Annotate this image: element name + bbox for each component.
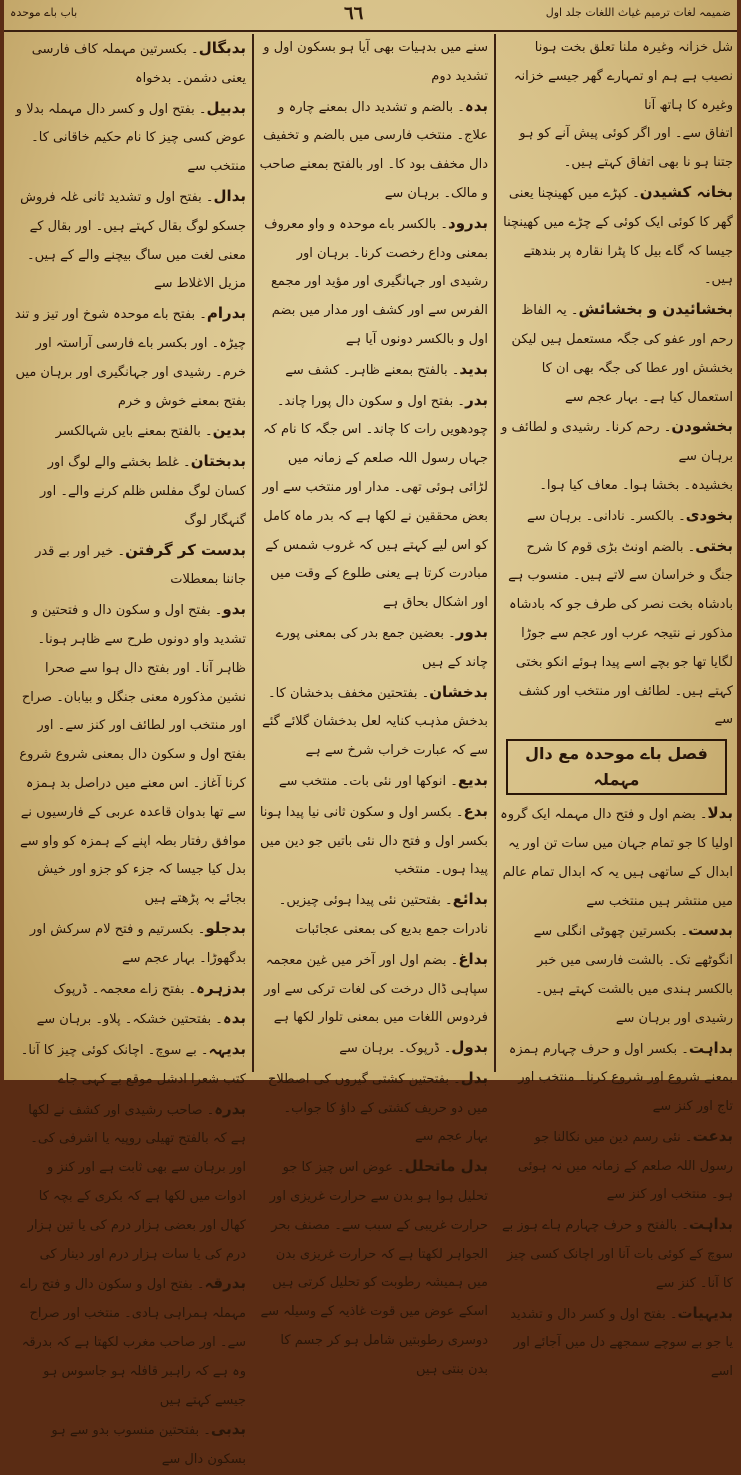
dictionary-entry — [14, 1095, 246, 1270]
dictionary-entry — [258, 34, 488, 92]
entry-definition: ۔ بفتحتین مخفف بدخشان کا۔ بدخش مذہب کنایہ لعل بدخشان گلائے گئے سے کہ عبارت خراب شرخ سے ہے — [262, 685, 488, 759]
dictionary-entry — [258, 618, 488, 678]
entry-headword: بداہت — [688, 1038, 733, 1057]
entry-definition: ۔ انوکھا اور نئی بات۔ منتخب سے — [278, 773, 458, 789]
entry-headword: بدیہہ — [208, 1040, 246, 1059]
dictionary-entry — [500, 501, 733, 532]
dictionary-entry — [500, 34, 733, 120]
entry-definition: ۔ بضم اول اور آخر میں غین معجمہ سپاہی ڈال درخت کی لغات ترکی سے اور فردوس اللغات میں بمعنی تلوار لکھا ہے — [264, 952, 488, 1026]
entry-headword: بدول — [451, 1038, 488, 1057]
entry-headword: بخشائیدن و بخشائش — [578, 300, 733, 319]
column-right-entries — [500, 34, 733, 735]
entry-headword: بدرقہ — [204, 1274, 246, 1293]
entry-headword: بدجلو — [205, 918, 246, 937]
dictionary-entry — [258, 678, 488, 766]
entry-definition: اتفاق سے۔ اور اگر کوئی پیش آنے کو ہو جتنا ہو نا بھی اتفاق کہتے ہیں۔ — [519, 126, 733, 171]
entry-definition: ۔ بعضین جمع بدر کی بمعنی پورے چاند کے ہیں — [275, 625, 488, 670]
entry-headword: بدخشان — [429, 682, 488, 701]
dictionary-entry — [14, 94, 246, 182]
entry-headword: بدست — [688, 921, 733, 940]
running-head-left: باب باے موحدہ — [10, 6, 78, 19]
entry-headword: بداغ — [458, 949, 488, 968]
entry-headword: بدبختان — [190, 452, 246, 471]
entry-definition: ۔ بالکسر باے موحدہ و واو معروف بمعنی وداع رخصت کرنا۔ برہان اور رشیدی اور جہانگیری اور مؤید اور مجمع الفرس سے اور کشف اور مدار میں بضم اول و بالکسر دونوں آیا ہے — [264, 216, 488, 347]
entry-definition: ۔ نئی رسم دین میں نکالنا جو رسول اللہ صلعم کے زمانہ میں نہ ہوئی ہو۔ منتخب اور کنز سے — [517, 1129, 733, 1203]
dictionary-entry — [14, 1415, 246, 1475]
section-heading: فصل باے موحدہ مع دال مہملہ — [506, 739, 727, 795]
entry-headword: بدبگال — [198, 39, 246, 57]
column-left-entries — [14, 34, 246, 1475]
dictionary-entry — [14, 1269, 246, 1415]
entry-headword: بدہ — [464, 96, 488, 115]
dictionary-entry — [500, 120, 733, 178]
entry-definition: ۔ غلط بخشے والے لوگ اور کسان لوگ مفلس ظلم کرنے والے۔ اور گنہگار لوگ — [40, 455, 246, 528]
entry-headword: بدائع — [452, 890, 488, 909]
dictionary-entry — [500, 916, 733, 1033]
column-left — [10, 34, 250, 1468]
entry-definition: ۔ بکسرتین مہملہ کاف فارسی یعنی دشمن۔ بدخواہ — [31, 42, 246, 86]
entry-definition: ۔ بالضم و تشدید دال بمعنے چارہ و علاج۔ منتخب فارسی میں بالضم و تخفیف دال مخفف بود کا۔ اور بالفتح بمعنے صاحب و مالک۔ برہان سے — [259, 99, 488, 201]
dictionary-entry — [258, 1064, 488, 1152]
entry-definition: ۔ بفتح اول و کسر دال و تشدید یا جو بے سوچے سمجھے دل میں آجائے اور اسے — [510, 1306, 733, 1380]
entry-definition: ۔ بفتحتین کشتی گیروں کی اصطلاح میں دو حریف کشتی کے داؤ کا جواب۔ بہار عجم سے — [268, 1071, 488, 1145]
entry-definition: ۔ عوض اس چیز کا جو تحلیل ہوا ہو بدن سے حرارت غریزی اور حرارت غریبی کے سبب سے۔ مصنف بحر الجواہر لکھتا ہے کہ حرارت غریزی بدن میں ہمیشہ رطوبت کو تحلیل کرتی ہیں اسکے عوض میں قوت غاذیہ کے وسیلہ سے دوسری رطوبتیں شامل ہو کر جسم کا بدن بنتی ہیں — [260, 1160, 488, 1377]
entry-headword: بداہت — [688, 1215, 733, 1234]
entry-headword: بدرہ — [214, 1099, 246, 1118]
entry-definition: ۔ بفتحتین منسوب بدو سے ہو بسکون دال سے — [51, 1423, 246, 1468]
entry-headword: بدست کر گرفتن — [125, 540, 246, 559]
dictionary-entry — [500, 295, 733, 412]
entry-definition: ۔ بضم اول و فتح دال مہملہ ایک گروہ اولیا کا جو تمام جہان میں سات تن اور یہ ابدال کے ساتھی ہیں یہ کہ ابدال تمام عالم میں منتشر ہیں منتخب سے — [500, 807, 733, 909]
dictionary-entry — [500, 178, 733, 295]
entry-definition: شل خزانہ وغیرہ ملنا تعلق بخت ہونا نصیب ہے ہم او تمہارے گھر جیسے خزانہ وغیرہ کا ہاتھ آنا — [513, 40, 733, 113]
entry-headword: بخودی — [685, 505, 733, 524]
entry-definition: ۔ خیر اور بے قدر جاننا بمعطلات — [35, 543, 246, 588]
entry-definition: ۔ بالفتح و حرف چہارم ہاے ہوز بے سوچ کے کوئی بات آنا اور اچانک کسی چیز کا آنا۔ کنز سے — [501, 1218, 733, 1291]
book-page — [4, 0, 737, 1468]
column-right — [494, 34, 737, 1380]
entry-definition: ۔ بفتح اول و تشدید ثانی غلہ فروش جسکو لوگ بقال کہتے ہیں۔ اور بقال کے معنی لغت میں ساگ بیچنے والے کے ہیں۔ مزیل الاغلاط سے — [20, 189, 246, 292]
dictionary-entry — [500, 1210, 733, 1298]
dictionary-entry — [500, 1034, 733, 1122]
entry-headword: بدیع — [457, 770, 488, 789]
dictionary-entry — [500, 799, 733, 916]
entry-definition: ۔ بفتح اول و سکون دال و فتحتین و تشدید واو دونوں طرح سے ظاہر ہونا۔ ظاہر آنا۔ اور بفتح دال ہوا سے صحرا نشین مذکورہ معنی جنگل و بیابان۔ صراح اور منتخب اور لطائف اور کنز سے۔ اور بفتح اول و سکون دال بمعنی شروع شروع کرنا آغاز۔ اس معنے میں دراصل بد ہمزہ سے تھا بدوان قاعدہ عربی کے فارسیوں نے موافق رفتار بطہ اپنے کے ہمزہ کو واو سے بدل کیا جیسا کہ جزء کو جزو اور خیش بجائے بہ پڑھتے ہیں — [19, 603, 246, 907]
dictionary-entry — [258, 766, 488, 797]
dictionary-entry — [258, 355, 488, 386]
entry-definition: ۔ رحم کرنا۔ رشیدی و لطائف و برہان سے — [501, 420, 733, 465]
dictionary-entry — [14, 1004, 246, 1035]
entry-headword: بدبیل — [206, 98, 246, 117]
dictionary-entry — [258, 1033, 488, 1064]
dictionary-entry — [258, 386, 488, 618]
dictionary-entry — [258, 885, 488, 945]
entry-headword: بدیہیات — [677, 1303, 733, 1322]
dictionary-entry — [258, 92, 488, 209]
dictionary-entry — [14, 1035, 246, 1095]
entry-definition: ۔ بفتحتین نئی پیدا ہوئی چیزیں۔ نادرات جمع بدیع کی بمعنی عجائبات — [278, 893, 488, 937]
dictionary-entry — [500, 412, 733, 472]
dictionary-entry — [14, 914, 246, 974]
entry-definition: ۔ بالفتح بمعنے بایں شہالکسر — [55, 424, 213, 440]
entry-definition: سنے میں بدہیات بھی آیا ہو بسکون اول و تشدید دوم — [263, 40, 488, 84]
entry-headword: بخانہ کشیدن — [639, 182, 733, 201]
entry-definition: ۔ صاحب رشیدی اور کشف نے لکھا ہے کہ بالفتح تھیلی روپیہ یا اشرفی کی۔ اور برہان سے بھی ثابت ہے اور کنز و ادوات میں لکھا ہے کہ بکری کے بچہ کا کھال اور بعضی ہزار درم کی یا تین ہزار درم کی یا سات ہزار درم اور دینار کی — [27, 1102, 246, 1262]
column-middle — [252, 34, 492, 1377]
entry-definition: ۔ بالفتح بمعنے ظاہر۔ کشف سے — [285, 362, 460, 378]
dictionary-entry — [258, 797, 488, 885]
entry-definition: بخشیدہ۔ بخشا ہوا۔ معاف کیا ہوا۔ — [539, 477, 733, 493]
entry-definition: ۔ بفتح اول و سکون دال پورا چاند۔ چودھویں رات کا چاند۔ اس جگہ کا نام کہ جہاں رسول اللہ صلعم کے زمانہ میں لڑائی ہوئی تھی۔ مدار اور منتخب سے اور بعض محققین نے لکھا ہے کہ بدر ماہ کامل کو اس لیے کہتے ہیں کہ غروب شمس کے مبادرت کرتا ہے یعنی طلوع کے وقت میں اور اشکال بحاق ہے — [262, 393, 488, 611]
entry-headword: بدر — [465, 390, 488, 409]
entry-definition: ۔ بفتحتین خشکہ۔ پلاو۔ برہان سے — [36, 1012, 223, 1028]
entry-definition: ۔ یہ الفاظ رحم اور عفو کی جگہ مستعمل ہیں لیکن بخشش اور عطا کی جگہ بھی ان کا استعمال کیا ہے۔ بہار عجم سے — [511, 303, 733, 405]
entry-definition: ۔ بکسر اول و حرف چہارم ہمزہ بمعنے شروع اور شروع کرنا۔ منتخب اور تاج اور کنز سے — [508, 1041, 733, 1115]
page-number: ٦٦ — [344, 3, 364, 24]
entry-headword: بدل ماتحلل — [404, 1157, 488, 1176]
dictionary-entry — [14, 595, 246, 914]
entry-definition: ۔ بکسرتیم و فتح لام سرکش اور بدگھوڑا۔ بہار عجم سے — [29, 921, 246, 966]
dictionary-entry — [14, 34, 246, 94]
entry-definition: ۔ ڈرپوک۔ برہان سے — [339, 1041, 452, 1057]
entry-definition: ۔ بکسرتین چھوٹی انگلی سے انگوٹھے تک۔ بالشت فارسی میں خبر بالکسر ہندی میں بالشت کہتے ہیں۔ رشیدی اور برہان سے — [533, 924, 733, 1026]
entry-headword: بدع — [463, 801, 488, 820]
entry-headword: بدبی — [210, 1420, 246, 1439]
entry-headword: بدال — [213, 186, 246, 205]
entry-headword: بدعت — [692, 1126, 733, 1145]
column-middle-entries — [258, 34, 488, 1385]
column-right-entries-2 — [500, 799, 733, 1387]
dictionary-entry — [14, 182, 246, 299]
dictionary-entry — [500, 1122, 733, 1210]
dictionary-entry — [500, 1299, 733, 1387]
dictionary-entry — [258, 945, 488, 1033]
entry-definition: ۔ بفتح زاے معجمہ۔ ڈرپوک — [53, 981, 197, 997]
entry-headword: بخشودن — [671, 417, 733, 436]
entry-headword: بدہ — [222, 1009, 246, 1028]
entry-headword: بدلا — [707, 804, 733, 823]
entry-definition: ۔ بفتح اول و سکون دال و فتح راے مہملہ ہمراہی ہادی۔ منتخب اور صراح سے۔ اور صاحب مغرب لکھتا ہے کہ بدرقہ وہ ہے کہ راہبر قافلہ ہو جاسوس ہو جیسے کہتے ہیں — [20, 1277, 246, 1408]
dictionary-entry — [500, 472, 733, 501]
entry-headword: بدو — [222, 600, 246, 619]
page-header — [4, 0, 737, 32]
entry-headword: بدید — [459, 359, 488, 378]
entry-definition: ۔ کپڑے میں کھینچنا یعنی گھر کا کوئی ایک کوئی کے چڑے میں کھینچنا جیسا کہ گاے بیل کا پٹرا نقارہ پر بندھتے ہیں۔ — [503, 185, 733, 288]
dictionary-entry — [14, 974, 246, 1005]
entry-headword: بدزہرہ — [196, 978, 246, 997]
entry-headword: بدرود — [448, 213, 488, 232]
entry-definition: ۔ بکسر اول و سکون ثانی نیا پیدا ہونا بکسر اول و فتح دال نئی باتیں جو دین میں پیدا ہوں۔ منتخب — [259, 804, 488, 878]
entry-definition: ۔ بفتح اول و کسر دال مہملہ بدلا و عوض کسی چیز کا نام حکیم خاقانی کا۔ منتخب سے — [15, 101, 246, 175]
entry-headword: بختی — [695, 536, 733, 555]
dictionary-entry — [14, 299, 246, 416]
entry-definition: ۔ بے سوچ۔ اچانک کوئی چیز کا آنا۔ کتب شعرا ادشل موقع بے کہی جاے — [20, 1043, 246, 1087]
running-head-right: ضمیمہ لغات ترمیم غیاث اللغات جلد اول — [545, 6, 731, 19]
entry-definition: ۔ بالکسر۔ نادانی۔ برہان سے — [526, 508, 686, 524]
entry-headword: بدین — [212, 421, 246, 440]
entry-headword: بدرام — [206, 304, 246, 323]
dictionary-entry — [14, 536, 246, 596]
entry-definition: ۔ بالضم اونٹ بڑی قوم کا شرح جنگ و خراسان سے لاتے ہیں۔ منسوب ہے بادشاہ بخت نصر کی طرف جو کہ بادشاہ مذکور نے نتیجہ عرب اور عجم سے جوڑا لگایا تھا جو بچے اسے پیدا ہوئے انکو بختی کہتے ہیں۔ لطائف اور منتخب اور کشف سے — [508, 539, 733, 728]
dictionary-entry — [14, 447, 246, 535]
entry-headword: بدور — [455, 622, 488, 641]
dictionary-entry — [258, 1152, 488, 1384]
dictionary-entry — [14, 416, 246, 447]
dictionary-entry — [258, 209, 488, 355]
entry-definition: ۔ بفتح باے موحدہ شوخ اور تیز و تند چیڑہ۔ اور بکسر باے فارسی آراستہ اور خرم۔ رشیدی اور جہانگیری اور برہان میں بفتح بمعنے خوش و خرم — [14, 307, 246, 409]
entry-headword: بدل — [460, 1068, 488, 1087]
dictionary-entry — [500, 532, 733, 736]
